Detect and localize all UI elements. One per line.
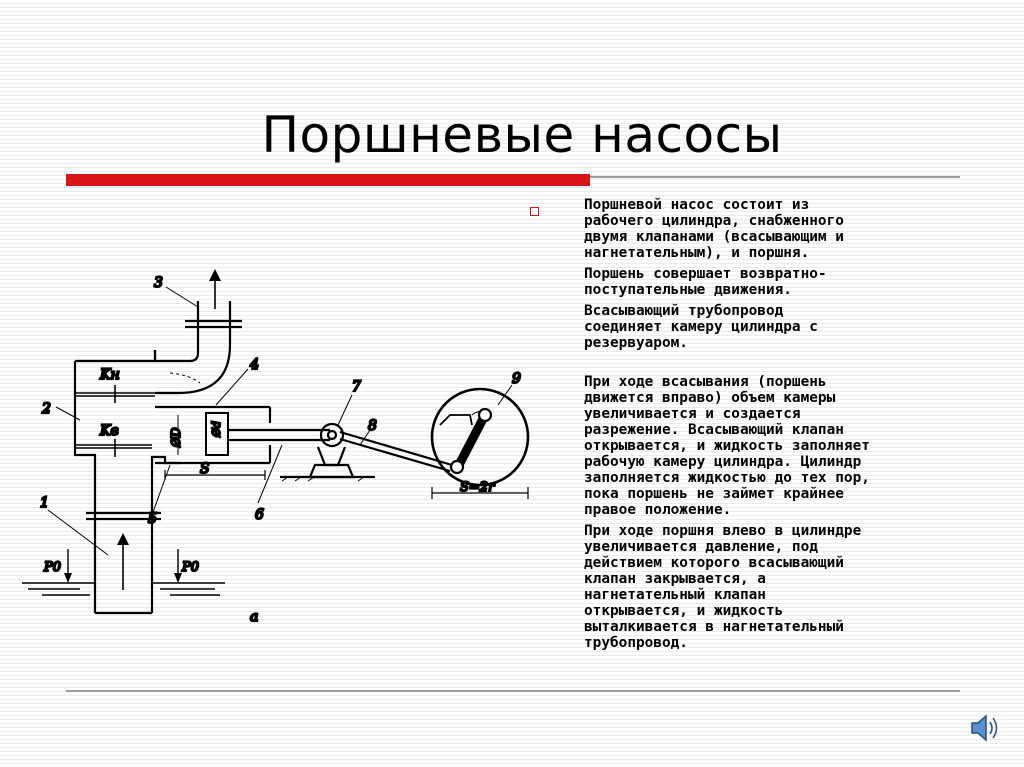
label-kv: Kв bbox=[100, 423, 119, 439]
label-stroke-s: S bbox=[200, 461, 210, 477]
label-7: 7 bbox=[352, 379, 361, 395]
paragraph-piston-motion: Поршень совершает возвратно- поступательные движения. bbox=[584, 266, 827, 298]
slide-title: Поршневые насосы bbox=[261, 106, 783, 164]
label-3: 3 bbox=[154, 275, 163, 291]
label-6: 6 bbox=[255, 507, 264, 523]
label-p0-left: P0 bbox=[44, 560, 62, 575]
label-2: 2 bbox=[42, 401, 51, 417]
diagram-caption: a bbox=[250, 609, 259, 625]
piston-pump-diagram bbox=[20, 265, 540, 630]
label-s-2r: S=2r bbox=[460, 480, 495, 495]
label-kn: Kн bbox=[100, 367, 120, 383]
label-diameter-d: ØD bbox=[169, 427, 183, 447]
paragraph-discharge-stroke: При ходе поршня влево в цилиндре увеличивается давление, под действием которого всасывающий клапан закрывается, а нагнетательный клапан открывается, и жидкость выталкивается в нагнетательный трубопровод. bbox=[584, 523, 862, 651]
label-4: 4 bbox=[250, 357, 259, 373]
paragraph-suction-stroke: При ходе всасывания (поршень движется вправо) объем камеры увеличивается и создается разрежение. Всасывающий клапан открывается, и жидкость заполняет рабочую камеру цилиндра. Цилиндр заполняется жидкостью до тех пор, пока поршень не займет крайнее правое положение. bbox=[584, 374, 870, 518]
speaker-icon[interactable] bbox=[964, 708, 1004, 748]
suction-pipe bbox=[86, 473, 161, 613]
title-accent-bar bbox=[66, 174, 590, 186]
label-5: 5 bbox=[148, 511, 157, 527]
paragraph-suction-pipe: Всасывающий трубопровод соединяет камеру цилиндра с резервуаром. bbox=[584, 303, 818, 351]
label-1: 1 bbox=[40, 495, 49, 511]
discharge-pipe bbox=[155, 269, 242, 393]
bullet-square-icon bbox=[530, 207, 539, 216]
leader-lines bbox=[48, 287, 512, 555]
valve-chamber bbox=[75, 350, 180, 473]
label-9: 9 bbox=[512, 371, 521, 387]
label-p0-right: P0 bbox=[182, 560, 200, 575]
title-divider-line bbox=[590, 176, 960, 178]
body-text bbox=[584, 197, 984, 656]
crosshead-mechanism bbox=[280, 424, 452, 481]
paragraph-composition: Поршневой насос состоит из рабочего цилиндра, снабженного двумя клапанами (всасывающим и нагнетательным), и поршня. bbox=[584, 197, 844, 261]
label-diameter-small-d: Ød bbox=[210, 420, 223, 437]
footer-divider-line bbox=[66, 690, 960, 692]
label-8: 8 bbox=[368, 418, 377, 434]
